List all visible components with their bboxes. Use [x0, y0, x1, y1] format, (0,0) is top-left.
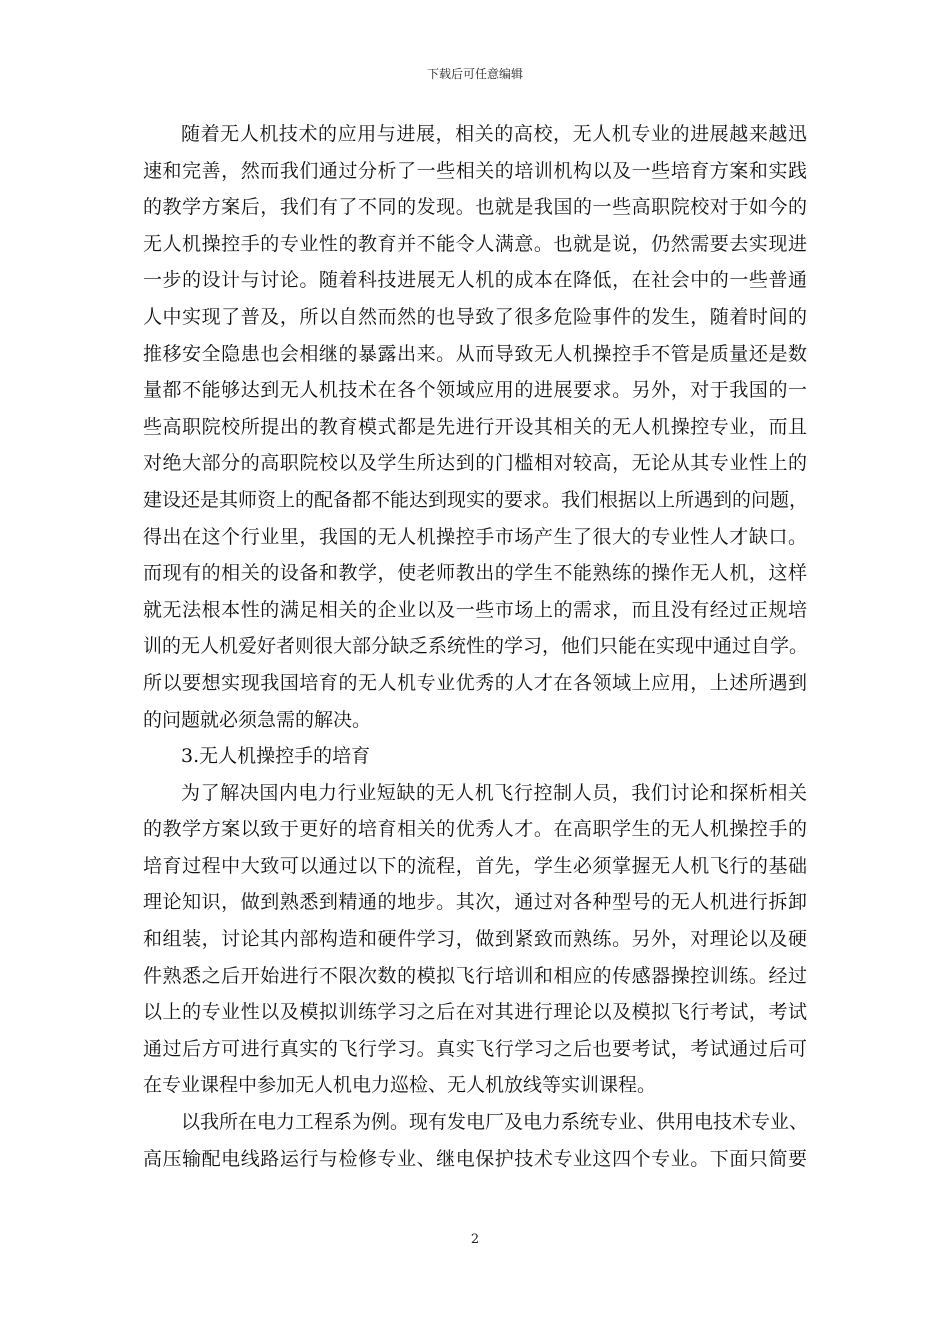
text-line: 以我所在电力工程系为例。现有发电厂及电力系统专业、供用电技术专业、	[181, 1111, 809, 1134]
text-line: 而现有的相关的设备和教学，使老师教出的学生不能熟练的操作无人机，这样	[143, 562, 807, 585]
text-line: 一步的设计与讨论。随着科技进展无人机的成本在降低，在社会中的一些普通	[143, 269, 807, 292]
text-line: 随着无人机技术的应用与进展，相关的高校，无人机专业的进展越来越迅	[181, 123, 807, 145]
text-line: 就无法根本性的满足相关的企业以及一些市场上的需求，而且没有经过正规培	[143, 598, 807, 621]
text-line: 以上的专业性以及模拟训练学习之后在对其进行理论以及模拟飞行考试，考试	[143, 1001, 807, 1024]
text-line: 所以要想实现我国培育的无人机专业优秀的人才在各领域上应用，上述所遇到	[143, 671, 807, 694]
text-line: 培育过程中大致可以通过以下的流程，首先，学生必须掌握无人机飞行的基础	[143, 854, 807, 877]
text-line: 在专业课程中参加无人机电力巡检、无人机放线等实训课程。	[143, 1074, 657, 1097]
text-line: 的教学方案以致于更好的培育相关的优秀人才。在高职学生的无人机操控手的	[143, 818, 807, 841]
text-line: 为了解决国内电力行业短缺的无人机飞行控制人员，我们讨论和探析相关	[181, 781, 807, 804]
text-line: 的教学方案后，我们有了不同的发现。也就是我国的一些高职院校对于如今的	[143, 196, 807, 219]
document-body	[143, 116, 807, 1177]
page-header: 下载后可任意编辑	[426, 67, 523, 81]
text-line: 无人机操控手的专业性的教育并不能令人满意。也就是说，仍然需要去实现进	[143, 232, 807, 255]
text-line: 的问题就必须急需的解决。	[143, 708, 372, 731]
text-line: 通过后方可进行真实的飞行学习。真实飞行学习之后也要考试，考试通过后可	[143, 1037, 807, 1060]
text-line: 些高职院校所提出的教育模式都是先进行开设其相关的无人机操控专业，而且	[143, 415, 807, 438]
text-line: 推移安全隐患也会相继的暴露出来。从而导致无人机操控手不管是质量还是数	[143, 342, 807, 365]
text-line: 和组装，讨论其内部构造和硬件学习，做到紧致而熟练。另外，对理论以及硬	[143, 928, 807, 951]
text-line: 速和完善，然而我们通过分析了一些相关的培训机构以及一些培育方案和实践	[143, 159, 807, 182]
text-line: 件熟悉之后开始进行不限次数的模拟飞行培训和相应的传感器操控训练。经过	[143, 964, 807, 987]
text-line: 得出在这个行业里，我国的无人机操控手市场产生了很大的专业性人才缺口。	[143, 525, 807, 548]
text-line: 对绝大部分的高职院校以及学生所达到的门槛相对较高，无论从其专业性上的	[143, 452, 807, 475]
page-number: 2	[470, 1232, 480, 1247]
text-line: 人中实现了普及，所以自然而然的也导致了很多危险事件的发生，随着时间的	[143, 305, 807, 328]
text-line: 高压输配电线路运行与检修专业、继电保护技术专业这四个专业。下面只简要	[143, 1147, 807, 1170]
text-line: 量都不能够达到无人机技术在各个领域应用的进展要求。另外，对于我国的一	[143, 379, 807, 402]
text-line: 理论知识，做到熟悉到精通的地步。其次，通过对各种型号的无人机进行拆卸	[143, 891, 807, 914]
section-heading: 3.无人机操控手的培育	[181, 745, 371, 768]
text-line: 建设还是其师资上的配备都不能达到现实的要求。我们根据以上所遇到的问题，	[143, 488, 809, 511]
text-line: 训的无人机爱好者则很大部分缺乏系统性的学习，他们只能在实现中通过自学。	[143, 635, 809, 658]
